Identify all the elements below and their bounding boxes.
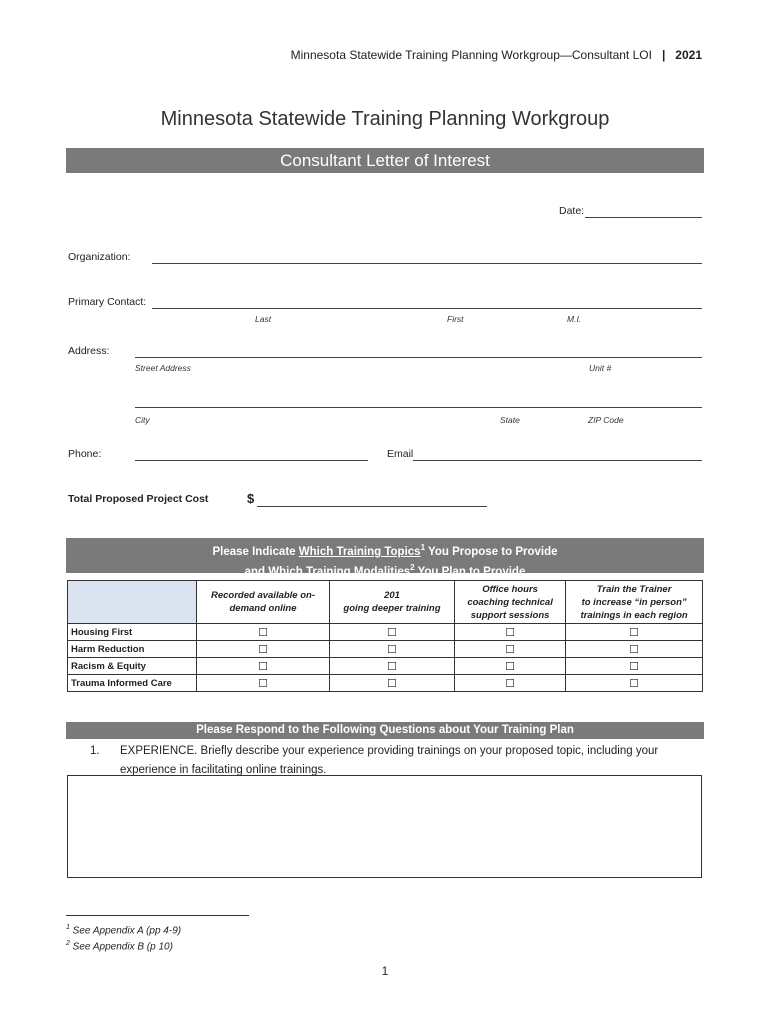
date-field[interactable] [585,217,702,218]
checkbox-trauma-train-trainer[interactable]: ☐ [566,675,703,692]
footnote-2: $^2$ See Appendix B (p 10) [66,940,173,953]
checkbox-trauma-office-hours[interactable]: ☐ [454,675,565,692]
contact-mi-caption: M.I. [567,314,582,324]
phone-field[interactable] [135,460,368,461]
topics-band-text: Please Indicate [212,545,299,558]
training-modalities-link[interactable]: Which Training Modalities [268,565,411,578]
table-corner-cell [68,581,197,624]
topics-band-text: You Plan to Provide [414,565,526,578]
training-topics-table [67,580,703,692]
page-number: 1 [381,964,389,978]
email-field[interactable] [413,460,702,461]
topics-band-text: and [244,565,269,578]
checkbox-racism-equity-office-hours[interactable]: ☐ [454,658,565,675]
state-caption: State [500,415,520,425]
row-label-housing-first: Housing First [68,624,197,641]
street-address-field[interactable] [135,357,702,358]
organization-label: Organization: [68,251,131,263]
table-header-row [68,581,703,624]
document-subtitle-band: Consultant Letter of Interest [66,148,704,173]
footnote-divider [66,915,249,916]
question-1-text: EXPERIENCE. Briefly describe your experience providing trainings on your proposed topic, including your experience in facilitating online trainings. [120,745,659,776]
table-row [68,624,703,641]
contact-last-caption: Last [255,314,272,324]
checkbox-harm-reduction-office-hours[interactable]: ☐ [454,641,565,658]
question-1-answer-box[interactable] [67,775,702,878]
phone-label: Phone: [68,448,102,460]
table-row [68,658,703,675]
document-title: Minnesota Statewide Training Planning Workgroup [160,108,610,130]
contact-first-caption: First [447,314,464,324]
zip-caption: ZIP Code [588,415,624,425]
checkbox-harm-reduction-201[interactable]: ☐ [330,641,455,658]
training-topics-link[interactable]: Which Training Topics [298,545,421,558]
checkbox-housing-first-train-trainer[interactable]: ☐ [566,624,703,641]
column-train-the-trainer: Train the Trainer to increase “in person” trainings in each region [566,581,703,624]
checkbox-harm-reduction-recorded[interactable]: ☐ [197,641,330,658]
training-topics-band [66,538,704,578]
email-label: Email [387,448,414,460]
footnote-ref-1: 1 [420,543,426,552]
checkbox-racism-equity-train-trainer[interactable]: ☐ [566,658,703,675]
checkbox-trauma-recorded[interactable]: ☐ [197,675,330,692]
table-row [68,675,703,692]
organization-field[interactable] [152,263,702,264]
address-label: Address: [68,345,110,357]
column-201-deeper: 201 going deeper training [330,581,455,624]
row-label-trauma-informed-care: Trauma Informed Care [68,675,197,692]
header-separator: | [661,48,666,62]
checkbox-housing-first-201[interactable]: ☐ [330,624,455,641]
city-state-zip-field[interactable] [135,407,702,408]
header-year: 2021 [675,48,702,62]
topics-band-text: You Propose to Provide [425,545,558,558]
checkbox-harm-reduction-train-trainer[interactable]: ☐ [566,641,703,658]
checkbox-housing-first-recorded[interactable]: ☐ [197,624,330,641]
footnote-ref-2: 2 [410,562,415,572]
date-label: Date: [559,205,585,217]
cost-dollar-sign: $ [247,491,255,506]
column-office-hours: Office hours coaching technical support sessions [454,581,565,624]
row-label-harm-reduction: Harm Reduction [68,641,197,658]
unit-caption: Unit # [589,363,612,373]
primary-contact-label: Primary Contact: [68,296,147,308]
checkbox-racism-equity-recorded[interactable]: ☐ [197,658,330,675]
total-cost-label: Total Proposed Project Cost [68,493,209,505]
running-header-title: Minnesota Statewide Training Planning Workgroup—Consultant LOI [290,48,652,62]
column-recorded-on-demand: Recorded available on- demand online [197,581,330,624]
total-cost-field[interactable] [257,506,487,507]
checkbox-trauma-201[interactable]: ☐ [330,675,455,692]
question-1-number: 1. [90,745,100,757]
running-header [291,48,702,62]
checkbox-racism-equity-201[interactable]: ☐ [330,658,455,675]
primary-contact-field[interactable] [152,308,702,309]
street-address-caption: Street Address [135,363,191,373]
questions-band: Please Respond to the Following Questions about Your Training Plan [66,722,704,739]
footnote-1: $^1$ See Appendix A (pp 4-9) [66,924,182,937]
checkbox-housing-first-office-hours[interactable]: ☐ [454,624,565,641]
table-row [68,641,703,658]
city-caption: City [135,415,150,425]
row-label-racism-equity: Racism & Equity [68,658,197,675]
